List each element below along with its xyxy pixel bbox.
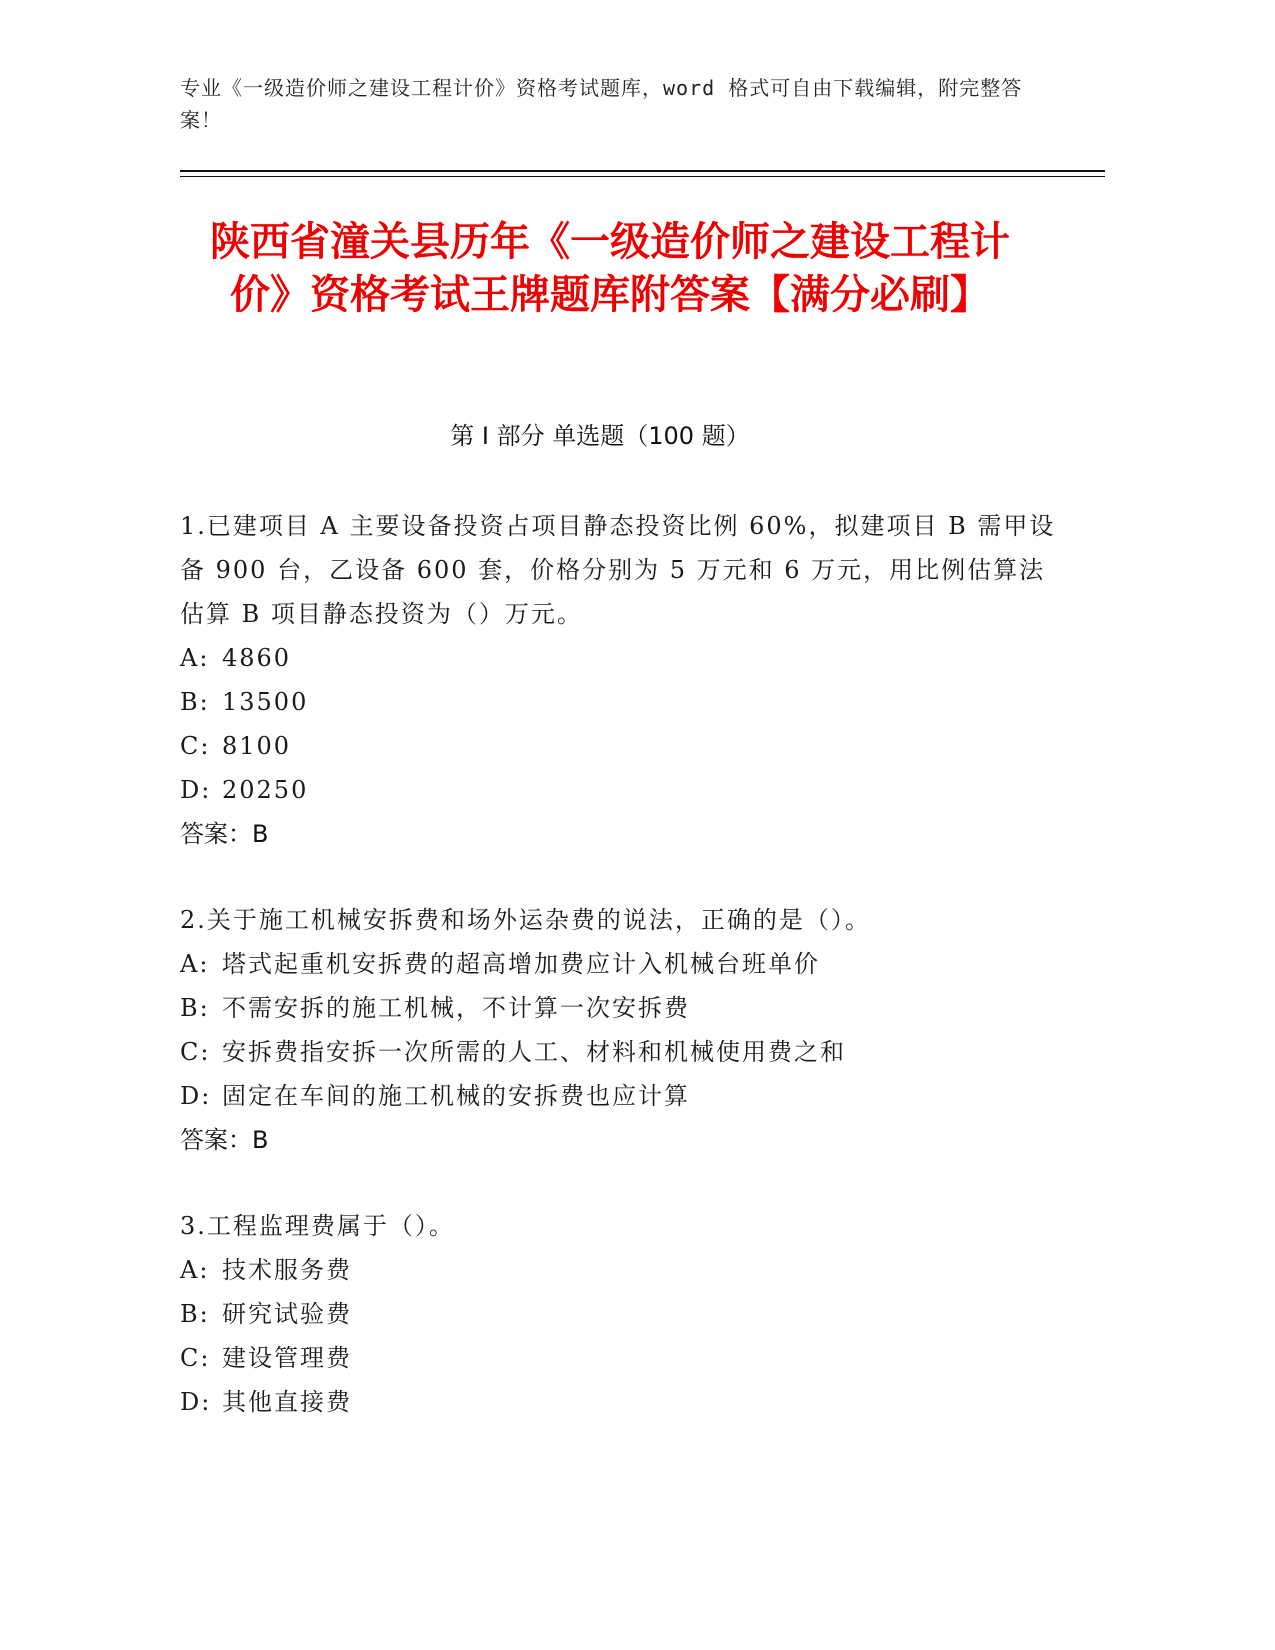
option-text: 塔式起重机安拆费的超高增加费应计入机械台班单价 xyxy=(222,950,820,978)
option-letter: D: xyxy=(180,1082,212,1110)
option-text: 20250 xyxy=(222,776,309,804)
answer-line: 答案：B xyxy=(180,820,269,848)
option-c xyxy=(180,1030,1060,1074)
question-2 xyxy=(180,898,1060,1162)
option-text: 4860 xyxy=(222,644,292,672)
option-d xyxy=(180,1380,1060,1424)
option-letter: B: xyxy=(180,1300,210,1328)
section-heading: 第 I 部分 单选题（100 题） xyxy=(450,422,750,450)
option-text: 安拆费指安拆一次所需的人工、材料和机械使用费之和 xyxy=(222,1038,846,1066)
option-b xyxy=(180,986,1060,1030)
header-note: 专业《一级造价师之建设工程计价》资格考试题库，word 格式可自由下载编辑，附完整答案！ xyxy=(180,76,1023,132)
answer-line: 答案：B xyxy=(180,1126,269,1154)
question-stem: 2.关于施工机械安拆费和场外运杂费的说法，正确的是（）。 xyxy=(180,906,871,934)
option-text: 8100 xyxy=(222,732,292,760)
option-letter: C: xyxy=(180,732,211,760)
question-1 xyxy=(180,504,1060,856)
option-b xyxy=(180,680,1060,724)
option-c xyxy=(180,724,1060,768)
option-letter: B: xyxy=(180,994,210,1022)
option-letter: A: xyxy=(180,1256,210,1284)
option-letter: B: xyxy=(180,688,210,716)
option-letter: D: xyxy=(180,776,212,804)
option-a xyxy=(180,942,1060,986)
option-text: 不需安拆的施工机械，不计算一次安拆费 xyxy=(222,994,690,1022)
question-list xyxy=(180,504,1060,1466)
question-stem: 3.工程监理费属于（）。 xyxy=(180,1212,455,1240)
option-text: 13500 xyxy=(222,688,309,716)
option-letter: C: xyxy=(180,1344,211,1372)
option-letter: C: xyxy=(180,1038,211,1066)
option-text: 研究试验费 xyxy=(222,1300,352,1328)
option-text: 建设管理费 xyxy=(222,1344,352,1372)
option-d xyxy=(180,1074,1060,1118)
question-3 xyxy=(180,1204,1060,1424)
option-d xyxy=(180,768,1060,812)
header-rule-thin xyxy=(180,176,1105,177)
option-c xyxy=(180,1336,1060,1380)
header-rule-thick xyxy=(180,170,1105,172)
option-b xyxy=(180,1292,1060,1336)
question-stem: 1.已建项目 A 主要设备投资占项目静态投资比例 60%，拟建项目 B 需甲设备 900 台，乙设备 600 套，价格分别为 5 万元和 6 万元，用比例估算法估算 B 项目静态投资为（）万元。 xyxy=(180,512,1056,628)
option-text: 技术服务费 xyxy=(222,1256,352,1284)
option-letter: A: xyxy=(180,950,210,978)
option-text: 固定在车间的施工机械的安拆费也应计算 xyxy=(222,1082,690,1110)
option-text: 其他直接费 xyxy=(222,1388,352,1416)
option-a xyxy=(180,636,1060,680)
option-a xyxy=(180,1248,1060,1292)
option-letter: D: xyxy=(180,1388,212,1416)
option-letter: A: xyxy=(180,644,210,672)
document-title: 陕西省潼关县历年《一级造价师之建设工程计价》资格考试王牌题库附答案【满分必刷】 xyxy=(210,219,1010,318)
